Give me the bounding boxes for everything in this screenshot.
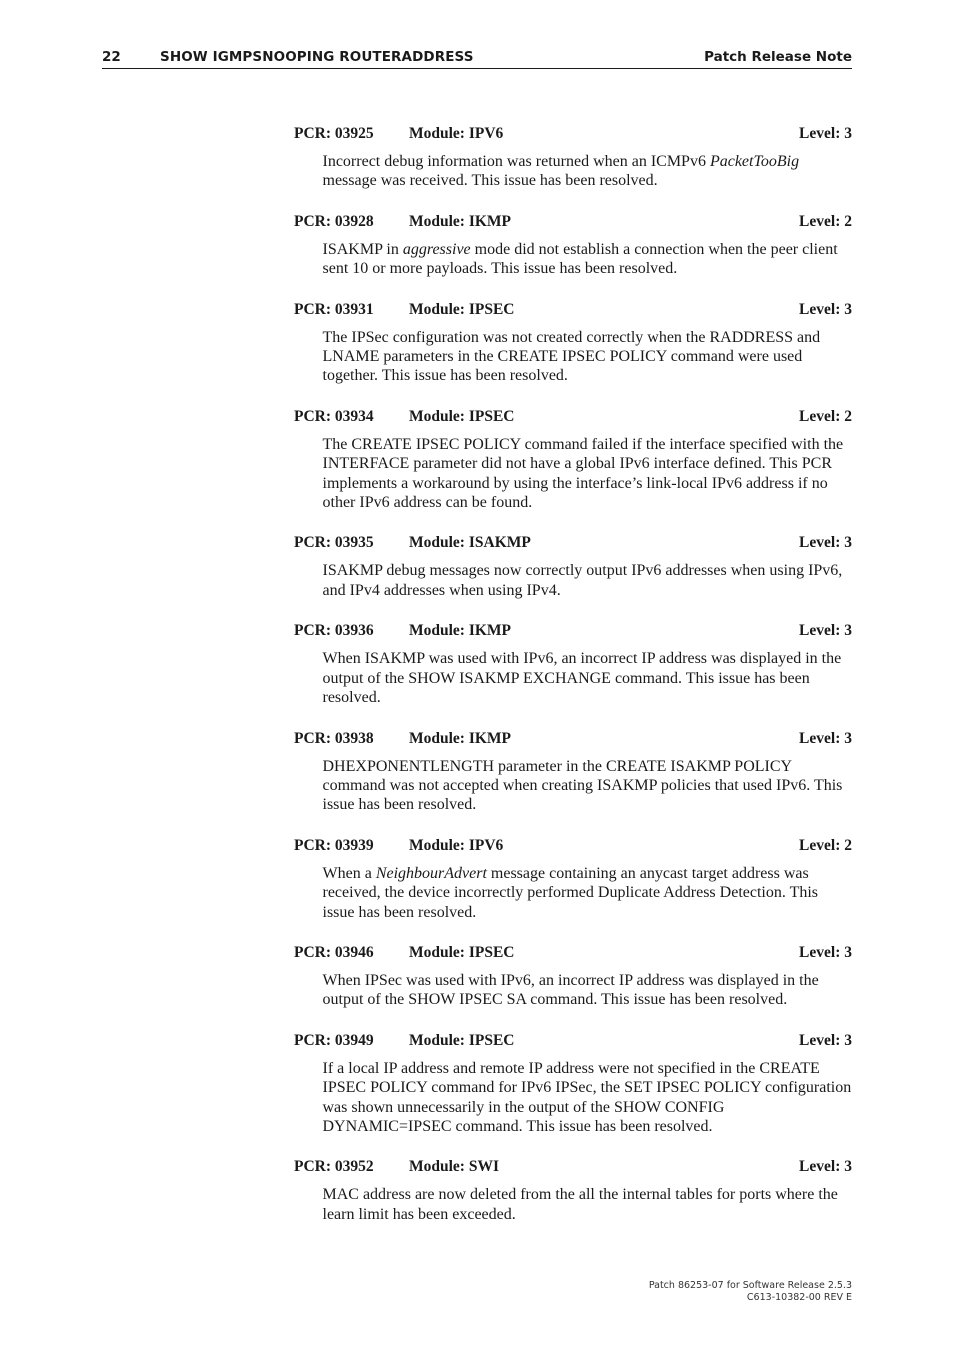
pcr-entry bbox=[294, 1031, 852, 1137]
pcr-module: Module: IPSEC bbox=[409, 1031, 515, 1049]
pcr-module: Module: IPSEC bbox=[409, 407, 515, 425]
pcr-description-emphasis: PacketTooBig bbox=[709, 153, 800, 170]
pcr-number: PCR: 03949 bbox=[294, 1031, 374, 1049]
pcr-level: Level: 3 bbox=[799, 534, 852, 552]
pcr-number: PCR: 03939 bbox=[294, 836, 374, 854]
pcr-level: Level: 2 bbox=[799, 836, 852, 854]
pcr-level: Level: 3 bbox=[799, 300, 852, 318]
pcr-list bbox=[294, 124, 852, 1224]
pcr-level: Level: 3 bbox=[799, 1031, 852, 1049]
pcr-level: Level: 2 bbox=[799, 212, 852, 230]
pcr-number: PCR: 03938 bbox=[294, 729, 374, 747]
pcr-module: Module: IKMP bbox=[409, 622, 512, 640]
pcr-description-text: DHEXPONENTLENGTH parameter in the CREATE ISAKMP POLICY command was not accepted when creating ISAKMP policies that used IPv6. This issue has been resolved. bbox=[322, 757, 843, 814]
footer-doc-code: C613-10382-00 REV E bbox=[746, 1292, 852, 1303]
pcr-entry bbox=[294, 729, 852, 815]
pcr-entry bbox=[294, 1157, 852, 1224]
pcr-module: Module: IPSEC bbox=[409, 300, 515, 318]
pcr-description bbox=[323, 1059, 853, 1137]
pcr-level: Level: 3 bbox=[799, 125, 852, 142]
pcr-level: Level: 3 bbox=[799, 729, 852, 747]
pcr-description bbox=[323, 152, 853, 191]
pcr-entry bbox=[294, 621, 852, 707]
pcr-description-text: ISAKMP in bbox=[322, 240, 403, 258]
pcr-module: Module: IKMP bbox=[409, 212, 512, 230]
pcr-module: Module: ISAKMP bbox=[409, 534, 531, 552]
pcr-entry-header bbox=[294, 943, 852, 963]
pcr-level: Level: 3 bbox=[799, 1158, 852, 1176]
pcr-entry bbox=[294, 943, 852, 1010]
pcr-description bbox=[323, 240, 853, 279]
pcr-entry-header bbox=[294, 407, 852, 427]
pcr-description-text: The IPSec configuration was not created correctly when the RADDRESS and LNAME parameters in the CREATE IPSEC POLICY command were used together. This issue has been resolved. bbox=[322, 328, 821, 385]
footer-patch-line: Patch 86253-07 for Software Release 2.5.3 bbox=[648, 1280, 852, 1291]
pcr-entry-header bbox=[294, 621, 852, 641]
pcr-description-text: message containing an anycast target address was received, the device incorrectly performed Duplicate Address Detection. This issue has been resolved. bbox=[322, 864, 819, 921]
pcr-number: PCR: 03934 bbox=[294, 407, 374, 425]
pcr-module: Module: IPV6 bbox=[409, 125, 504, 142]
pcr-description bbox=[323, 328, 853, 386]
pcr-description bbox=[323, 971, 853, 1010]
pcr-description-text: When ISAKMP was used with IPv6, an incorrect IP address was displayed in the output of the SHOW ISAKMP EXCHANGE command. This issue has been resolved. bbox=[322, 650, 842, 707]
pcr-level: Level: 3 bbox=[799, 943, 852, 961]
pcr-entry-header bbox=[294, 1157, 852, 1177]
pcr-description-text: If a local IP address and remote IP address were not specified in the CREATE IPSEC POLICY command for IPv6 IPSec, the SET IPSEC POLICY configuration was shown unnecessarily in the output of the SHOW CONFIG DYNAMIC=IPSEC command. This issue has been resolved. bbox=[322, 1059, 852, 1135]
pcr-entry bbox=[294, 407, 852, 513]
pcr-description-text: When a bbox=[322, 864, 376, 882]
document-title: Patch Release Note bbox=[704, 49, 852, 65]
section-title: SHOW IGMPSNOOPING ROUTERADDRESS bbox=[160, 49, 474, 65]
pcr-description-emphasis: NeighbourAdvert bbox=[375, 864, 487, 882]
pcr-entry bbox=[294, 124, 852, 191]
page-header bbox=[102, 48, 852, 69]
pcr-entry-header bbox=[294, 533, 852, 553]
pcr-module: Module: IKMP bbox=[409, 729, 512, 747]
pcr-entry bbox=[294, 212, 852, 279]
pcr-description-text: mode did not establish a connection when the peer client sent 10 or more payloads. This issue has been resolved. bbox=[322, 240, 838, 278]
pcr-number: PCR: 03931 bbox=[294, 300, 374, 318]
pcr-entry bbox=[294, 836, 852, 922]
pcr-description bbox=[323, 561, 853, 600]
pcr-description bbox=[323, 864, 853, 922]
pcr-level: Level: 2 bbox=[799, 407, 852, 425]
pcr-module: Module: SWI bbox=[409, 1158, 499, 1176]
pcr-entry-header bbox=[294, 124, 852, 144]
pcr-number: PCR: 03936 bbox=[294, 622, 374, 640]
pcr-description-text: When IPSec was used with IPv6, an incorrect IP address was displayed in the output of the SHOW IPSEC SA command. This issue has been resolved. bbox=[322, 971, 819, 1009]
pcr-entry bbox=[294, 533, 852, 600]
pcr-entry-header bbox=[294, 212, 852, 232]
pcr-description-text: The CREATE IPSEC POLICY command failed if the interface specified with the INTERFACE parameter did not have a global IPv6 interface defined. This PCR implements a workaround by using the interface’s link-local IPv6 address if no other IPv6 address can be found. bbox=[322, 435, 844, 512]
pcr-number: PCR: 03952 bbox=[294, 1158, 374, 1176]
pcr-description-emphasis: aggressive bbox=[402, 240, 471, 258]
pcr-description bbox=[323, 757, 853, 815]
pcr-entry-header bbox=[294, 836, 852, 856]
pcr-entry-header bbox=[294, 729, 852, 749]
pcr-entry-header bbox=[294, 300, 852, 320]
pcr-description-text: Incorrect debug information was returned when an ICMPv6 bbox=[322, 153, 710, 170]
pcr-number: PCR: 03928 bbox=[294, 212, 374, 230]
pcr-number: PCR: 03935 bbox=[294, 534, 374, 552]
pcr-entry bbox=[294, 300, 852, 386]
pcr-description bbox=[323, 435, 853, 513]
pcr-description bbox=[323, 1185, 853, 1224]
pcr-entry-header bbox=[294, 1031, 852, 1051]
pcr-level: Level: 3 bbox=[799, 622, 852, 640]
page-number: 22 bbox=[102, 49, 121, 65]
page-footer bbox=[649, 1280, 852, 1304]
pcr-number: PCR: 03925 bbox=[294, 125, 374, 142]
pcr-description-text: MAC address are now deleted from the all the internal tables for ports where the learn limit has been exceeded. bbox=[322, 1186, 838, 1223]
pcr-description bbox=[323, 649, 853, 707]
pcr-number: PCR: 03946 bbox=[294, 943, 374, 961]
pcr-description-text: ISAKMP debug messages now correctly output IPv6 addresses when using IPv6, and IPv4 addresses when using IPv4. bbox=[322, 562, 843, 599]
pcr-description-text: message was received. This issue has been resolved. bbox=[322, 172, 658, 190]
pcr-module: Module: IPV6 bbox=[409, 836, 504, 854]
pcr-module: Module: IPSEC bbox=[409, 943, 515, 961]
